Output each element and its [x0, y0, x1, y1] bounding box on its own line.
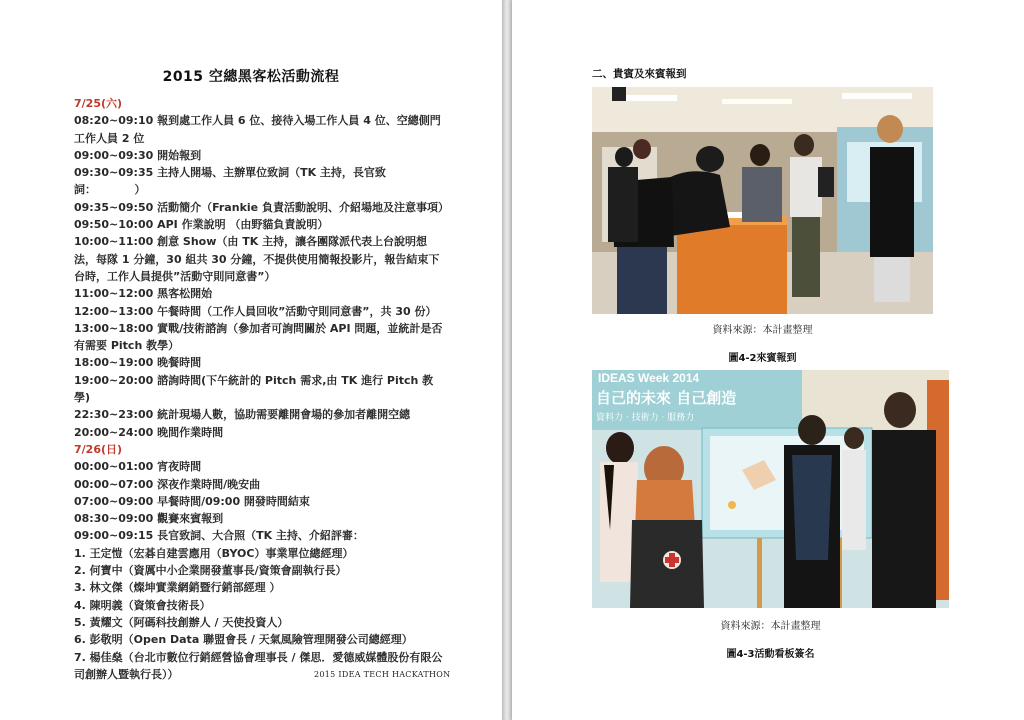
left-page — [0, 0, 502, 720]
photo2-source-caption: 資料來源：本計畫整理 — [720, 621, 821, 632]
schedule-day-heading: 7/26(日) — [74, 442, 123, 456]
schedule-line: 08:20~09:10 報到處工作人員 6 位、接待入場工作人員 4 位、空總側門工作人員 2 位 — [74, 114, 441, 145]
schedule-line: 09:00~09:30 開始報到 — [74, 148, 202, 162]
schedule-line: 08:30~09:00 觀賽來賓報到 — [74, 512, 224, 526]
schedule-line: 11:00~12:00 黑客松開始 — [74, 287, 213, 301]
schedule-line: 19:00~20:00 諮詢時間(下午統計的 Pitch 需求,由 TK 進行 Pitch 教學) — [74, 373, 434, 405]
book-gutter — [502, 0, 512, 720]
schedule-line: 00:00~07:00 深夜作業時間/晚安曲 — [74, 477, 261, 491]
schedule-day-heading: 7/25(六) — [74, 97, 123, 110]
document-title: 2015 空總黑客松活動流程 — [162, 69, 340, 85]
schedule-line: 18:00~19:00 晚餐時間 — [74, 356, 202, 370]
banner-subtitle-text: 自己的未來 自己創造 — [596, 389, 737, 407]
schedule-line: 12:00~13:00 午餐時間（工作人員回收”活動守則同意書”，共 30 份） — [74, 304, 437, 318]
schedule-line: 09:50~10:00 API 作業說明 （由野貓負責說明） — [74, 218, 329, 232]
schedule-line: 7. 楊佳燊（台北市數位行銷經營協會理事長 / 傑思．愛德威媒體股份有限公司創辦人暨執行長）） — [74, 650, 443, 681]
schedule-line: 10:00~11:00 創意 Show（由 TK 主持，讓各團隊派代表上台說明想法，每隊 1 分鐘，30 組共 30 分鐘，不提供使用簡報投影片，報告結束下台時，工作人員提供”活動守則同意書”） — [74, 235, 440, 283]
schedule-line: 22:30~23:00 統計現場人數，協助需要離開會場的參加者離開空總 — [74, 408, 411, 422]
schedule-line: 6. 彭敬明（Open Data 聯盟會長 / 天氣風險管理開發公司總經理） — [74, 633, 413, 647]
signboard-photo-drawing — [592, 370, 949, 608]
schedule-line: 09:35~09:50 活動簡介（Frankie 負責活動說明、介紹場地及注意事項） — [74, 200, 449, 214]
photo1-figure-label: 圖4-2來賓報到 — [728, 353, 797, 364]
schedule-line: 09:30~09:35 主持人開場、主辦單位致詞（TK 主持，長官致詞： ） — [74, 166, 386, 197]
schedule-line: 00:00~01:00 宵夜時間 — [74, 460, 202, 474]
schedule-list — [74, 95, 449, 683]
registration-photo — [592, 87, 933, 314]
schedule-line: 2. 何寶中（資厲中小企業開發董事長/資策會副執行長） — [74, 564, 347, 578]
registration-photo-drawing — [592, 87, 933, 314]
banner-title-text: IDEAS Week 2014 — [598, 371, 700, 385]
schedule-line: 3. 林文傑（燦坤實業網銷暨行銷部經理 ） — [74, 581, 281, 595]
page-footer: 2015 IDEA TECH HACKATHON — [314, 670, 451, 679]
schedule-line: 4. 陳明義（資策會技術長） — [74, 598, 211, 612]
schedule-line: 5. 黃耀文（阿碼科技創辦人 / 天使投資人） — [74, 615, 289, 629]
schedule-line: 20:00~24:00 晚間作業時間 — [74, 425, 224, 439]
photo2-figure-label: 圖4-3活動看板簽名 — [726, 649, 815, 660]
schedule-line: 07:00~09:00 早餐時間/09:00 開發時間結束 — [74, 494, 310, 508]
schedule-line: 1. 王定愷（宏碁自建雲應用（BYOC）事業單位總經理） — [74, 546, 354, 560]
photo1-source-caption: 資料來源：本計畫整理 — [712, 325, 813, 336]
section-heading: 二、貴賓及來賓報到 — [592, 68, 687, 80]
schedule-line: 13:00~18:00 實戰/技術諮詢（參加者可詢問關於 API 問題，並統計是否有需要 Pitch 教學） — [74, 321, 443, 353]
banner-tags-text: 資料力 · 技術力 · 服務力 — [596, 413, 695, 423]
schedule-line: 09:00~09:15 長官致詞、大合照（TK 主持、介紹評審： — [74, 529, 364, 543]
signboard-photo — [592, 370, 949, 608]
